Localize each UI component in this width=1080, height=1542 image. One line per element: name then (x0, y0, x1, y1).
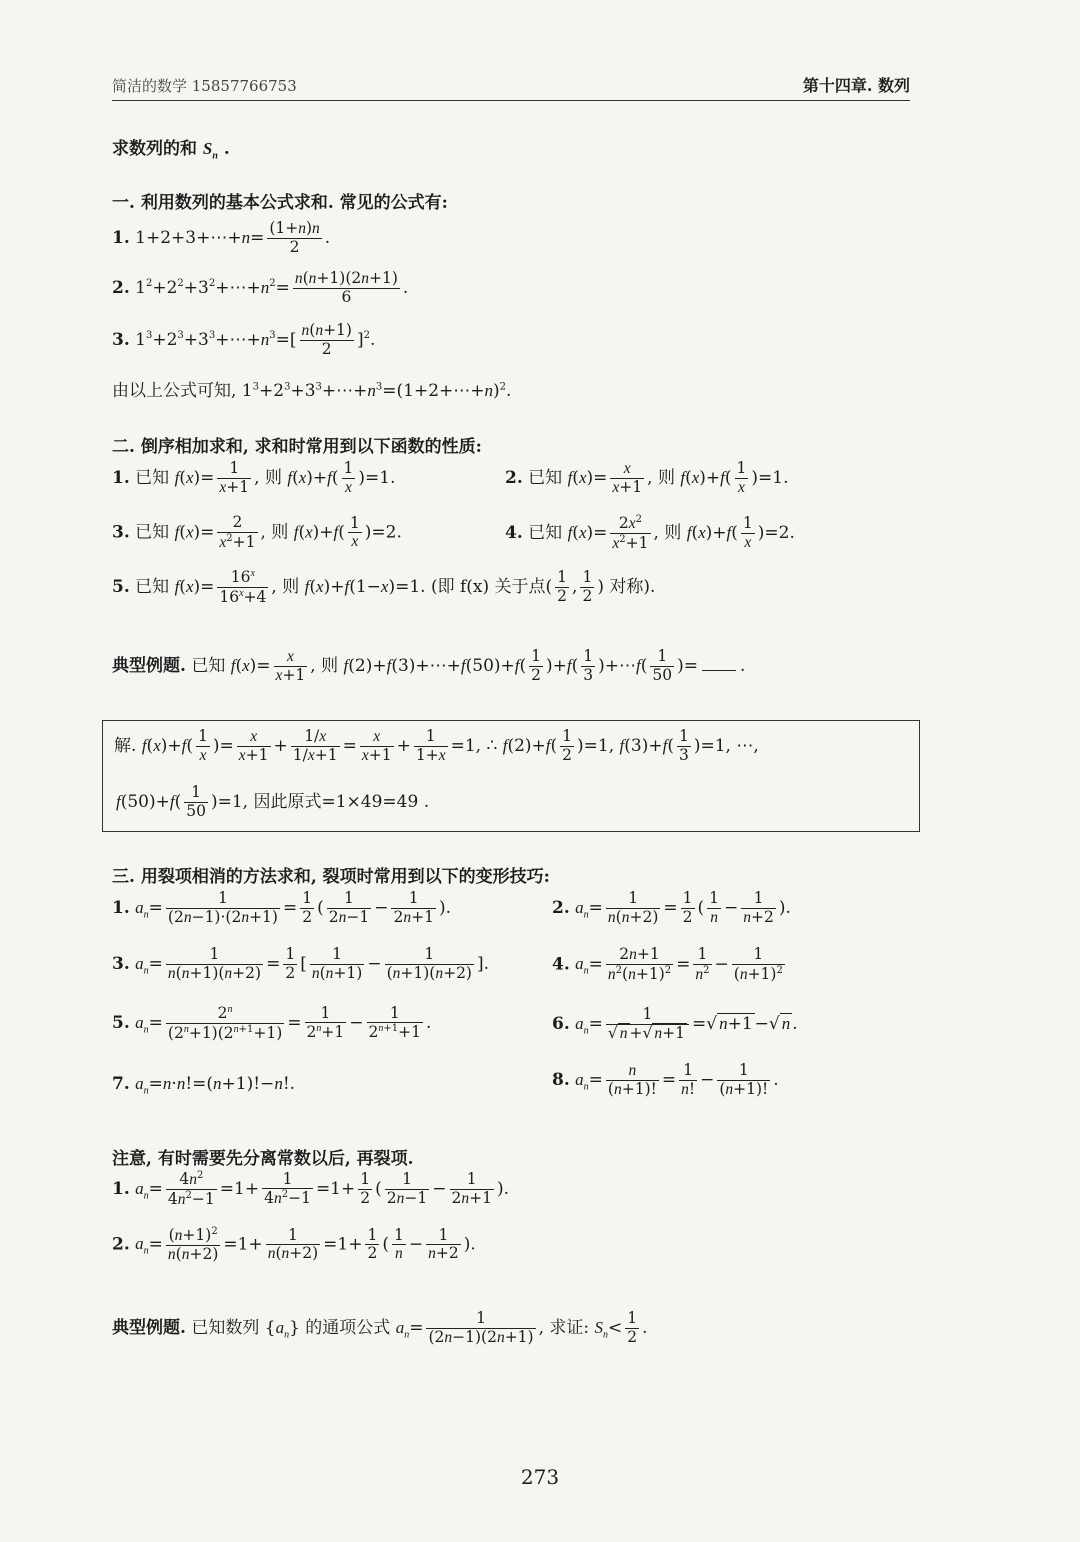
telescope-5: 5. $a_n=$ $\frac{2^n}{(2^n+1)(2^{n+1}+1)}$ = $\frac{1}{2^n+1}$ − $\frac{1}{2^{n+1}+1}$ . (112, 1003, 432, 1043)
header-right: 第十四章. 数列 (802, 76, 910, 95)
page-number: 273 (520, 1465, 560, 1489)
property-2-3: 3. 已知 f(x)= $\frac{2}{x^2+1}$ , 则 f(x)+f( $\frac{1}{x}$ )=2. (112, 513, 402, 551)
telescope-4: 4. $a_n=$ $\frac{2n+1}{n^2(n+1)^2}$ = $\frac{1}{n^2}$ − $\frac{1}{(n+1)^2}$ (552, 945, 783, 983)
section-1-heading: 一. 利用数列的基本公式求和. 常见的公式有: (112, 193, 448, 213)
formula-1-2: 2. $1^2+2^2+3^2+\cdots+n^2=$ $\frac{n(n+1)(2n+1)}{6}$ . (112, 269, 409, 306)
section-2-heading: 二. 倒序相加求和, 求和时常用到以下函数的性质: (112, 437, 482, 457)
note-formula-1: 1. $a_n=$ $\frac{4n^2}{4n^2-1}$ =1+ $\frac{1}{4n^2-1}$ =1+ $\frac{1}{2}$ ( $\frac{1}{2n-1}$ − $\frac{1}{2n+1}$ ). (112, 1169, 510, 1209)
telescope-3: 3. $a_n=$ $\frac{1}{n(n+1)(n+2)}$ = $\frac{1}{2}$ [ $\frac{1}{n(n+1)}$ − $\frac{1}{(n+1)(n+2)}$ ]. (112, 945, 490, 982)
telescope-6: 6. $a_n=$ $\frac{1}{√ n +√ n+1}$ =√ n+1 −√ n . (552, 1005, 798, 1042)
note-formula-2: 2. $a_n=$ $\frac{(n+1)^2}{n(n+2)}$ =1+ $\frac{1}{n(n+2)}$ =1+ $\frac{1}{2}$ ( $\frac{1}{n}$ − $\frac{1}{n+2}$ ). (112, 1225, 476, 1263)
solution-line-1: 解. f(x)+f( $\frac{1}{x}$ )= $\frac{x}{x+1}$ + $\frac{1/x}{1/x+1}$ = $\frac{x}{x+1}$ + $\frac{1}{1+x}$ =1, ∴ f(2)+f( $\frac{1}{2}$ )=1, f(3)+f( $\frac{1}{3}$ )=1, ⋯, (114, 727, 759, 764)
page-header (112, 76, 910, 101)
telescope-1: 1. $a_n=$ $\frac{1}{(2n-1)\cdot(2n+1)}$ = $\frac{1}{2}$ ( $\frac{1}{2n-1}$ − $\frac{1}{2n+1}$ ). (112, 889, 451, 926)
page-title: 求数列的和 $S_n$ . (112, 139, 230, 162)
section-3-heading: 三. 用裂项相消的方法求和, 裂项时常用到以下的变形技巧: (112, 867, 550, 887)
example-2: 典型例题. 已知数列 $\{a_n\}$ 的通项公式 $a_n=$ $\frac{1}{(2n-1)(2n+1)}$ , 求证: $S_n<$ $\frac{1}{2}$ . (112, 1309, 648, 1346)
note-heading: 注意, 有时需要先分离常数以后, 再裂项. (112, 1149, 414, 1169)
property-2-1: 1. 已知 f(x)= $\frac{1}{x+1}$ , 则 f(x)+f( $\frac{1}{x}$ )=1. (112, 459, 396, 496)
telescope-7: 7. $a_n=n\cdot n!=(n+1)!-n$!. (112, 1074, 296, 1097)
formula-1-note: 由以上公式可知, $1^3+2^3+3^3+\cdots+n^3=(1+2+\cdots+n)^2$. (112, 381, 512, 401)
telescope-2: 2. $a_n=$ $\frac{1}{n(n+2)}$ = $\frac{1}{2}$ ( $\frac{1}{n}$ − $\frac{1}{n+2}$ ). (552, 889, 791, 926)
header-left: 简洁的数学 15857766753 (112, 77, 297, 95)
formula-1-1: 1. 1+2+3+⋯+n= $\frac{(1+n)n}{2}$ . (112, 219, 331, 256)
telescope-8: 8. $a_n=$ $\frac{n}{(n+1)!}$ = $\frac{1}{n!}$ − $\frac{1}{(n+1)!}$ . (552, 1061, 779, 1098)
example-1: 典型例题. 已知 f(x)= $\frac{x}{x+1}$ , 则 f(2)+f(3)+⋯+f(50)+f( $\frac{1}{2}$ )+f( $\frac{1}{3}$ )+⋯f( $\frac{1}{50}$ )= . (112, 647, 746, 684)
property-2-4: 4. 已知 f(x)= $\frac{2x^2}{x^2+1}$ , 则 f(x)+f( $\frac{1}{x}$ )=2. (505, 514, 795, 553)
property-2-5: 5. 已知 f(x)= $\frac{16^x}{16^x+4}$ , 则 f(x)+f(1−x)=1. (即 f(x) 关于点( $\frac{1}{2}$ , $\frac{1}{2}$ ) 对称). (112, 568, 656, 607)
solution-line-2: f(50)+f( $\frac{1}{50}$ )=1, 因此原式=1×49=49 . (116, 783, 430, 820)
formula-1-3: 3. $1^3+2^3+3^3+\cdots+n^3=$[ $\frac{n(n+1)}{2}$ ]$^2$. (112, 321, 376, 358)
property-2-2: 2. 已知 f(x)= $\frac{x}{x+1}$ , 则 f(x)+f( $\frac{1}{x}$ )=1. (505, 459, 789, 496)
